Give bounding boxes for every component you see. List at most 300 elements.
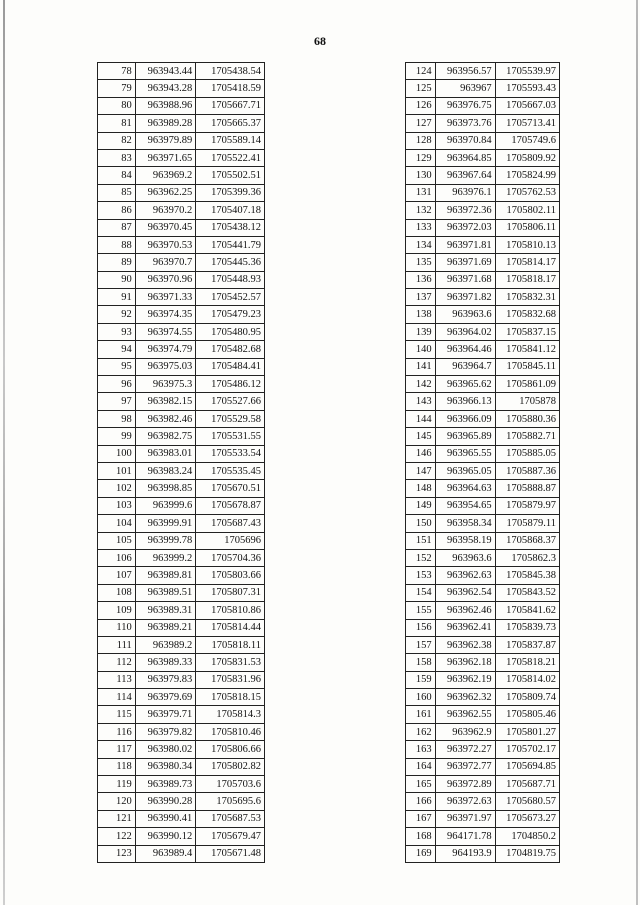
point-number-cell: 169 (406, 845, 436, 862)
y-coordinate-cell: 1705814.3 (196, 706, 265, 723)
x-coordinate-cell: 963989.73 (135, 776, 196, 793)
y-coordinate-cell: 1705818.15 (196, 689, 265, 706)
x-coordinate-cell: 963963.6 (435, 306, 495, 323)
x-coordinate-cell: 963964.85 (435, 149, 495, 166)
x-coordinate-cell: 963943.28 (135, 80, 196, 97)
y-coordinate-cell: 1705843.52 (495, 584, 559, 601)
y-coordinate-cell: 1705678.87 (196, 497, 265, 514)
x-coordinate-cell: 963979.71 (135, 706, 196, 723)
x-coordinate-cell: 963971.68 (435, 271, 495, 288)
point-number-cell: 141 (406, 358, 436, 375)
point-number-cell: 146 (406, 445, 436, 462)
point-number-cell: 109 (98, 602, 136, 619)
table-row (98, 219, 265, 236)
y-coordinate-cell: 1705809.74 (495, 689, 559, 706)
y-coordinate-cell: 1705806.11 (495, 219, 559, 236)
x-coordinate-cell: 963964.02 (435, 323, 495, 340)
table-row (406, 532, 560, 549)
table-row (98, 567, 265, 584)
table-row (406, 219, 560, 236)
point-number-cell: 118 (98, 758, 136, 775)
x-coordinate-cell: 963962.32 (435, 689, 495, 706)
point-number-cell: 163 (406, 741, 436, 758)
x-coordinate-cell: 963980.34 (135, 758, 196, 775)
table-row (406, 776, 560, 793)
table-row (406, 341, 560, 358)
y-coordinate-cell: 1705687.53 (196, 810, 265, 827)
y-coordinate-cell: 1705879.97 (495, 497, 559, 514)
point-number-cell: 156 (406, 619, 436, 636)
x-coordinate-cell: 963990.12 (135, 828, 196, 845)
table-row (406, 63, 560, 80)
table-row (406, 410, 560, 427)
point-number-cell: 83 (98, 149, 136, 166)
table-row (98, 149, 265, 166)
point-number-cell: 110 (98, 619, 136, 636)
table-row (406, 723, 560, 740)
table-row (406, 793, 560, 810)
point-number-cell: 104 (98, 515, 136, 532)
y-coordinate-cell: 1705845.38 (495, 567, 559, 584)
y-coordinate-cell: 1705832.31 (495, 289, 559, 306)
point-number-cell: 142 (406, 376, 436, 393)
table-row (406, 254, 560, 271)
y-coordinate-cell: 1705502.51 (196, 167, 265, 184)
point-number-cell: 95 (98, 358, 136, 375)
x-coordinate-cell: 963970.7 (135, 254, 196, 271)
table-row (406, 584, 560, 601)
y-coordinate-cell: 1705695.6 (196, 793, 265, 810)
x-coordinate-cell: 963962.63 (435, 567, 495, 584)
point-number-cell: 151 (406, 532, 436, 549)
x-coordinate-cell: 963976.1 (435, 184, 495, 201)
y-coordinate-cell: 1705837.87 (495, 636, 559, 653)
table-row (98, 167, 265, 184)
table-row (98, 741, 265, 758)
point-number-cell: 159 (406, 671, 436, 688)
x-coordinate-cell: 963965.55 (435, 445, 495, 462)
y-coordinate-cell: 1705687.71 (495, 776, 559, 793)
table-row (406, 376, 560, 393)
table-row (98, 115, 265, 132)
table-row (98, 445, 265, 462)
y-coordinate-cell: 1705486.12 (196, 376, 265, 393)
point-number-cell: 126 (406, 97, 436, 114)
table-row (98, 80, 265, 97)
point-number-cell: 98 (98, 410, 136, 427)
x-coordinate-cell: 963989.51 (135, 584, 196, 601)
table-row (406, 97, 560, 114)
point-number-cell: 122 (98, 828, 136, 845)
y-coordinate-cell: 1705535.45 (196, 462, 265, 479)
y-coordinate-cell: 1705671.48 (196, 845, 265, 862)
point-number-cell: 116 (98, 723, 136, 740)
y-coordinate-cell: 1705593.43 (495, 80, 559, 97)
y-coordinate-cell: 1705673.27 (495, 810, 559, 827)
x-coordinate-cell: 963971.82 (435, 289, 495, 306)
point-number-cell: 135 (406, 254, 436, 271)
point-number-cell: 130 (406, 167, 436, 184)
point-number-cell: 87 (98, 219, 136, 236)
table-row (406, 132, 560, 149)
point-number-cell: 84 (98, 167, 136, 184)
table-row (98, 549, 265, 566)
point-number-cell: 125 (406, 80, 436, 97)
table-row (406, 549, 560, 566)
point-number-cell: 150 (406, 515, 436, 532)
x-coordinate-cell: 963974.55 (135, 323, 196, 340)
y-coordinate-cell: 1705882.71 (495, 428, 559, 445)
y-coordinate-cell: 1705407.18 (196, 202, 265, 219)
table-row (98, 480, 265, 497)
table-row (98, 828, 265, 845)
x-coordinate-cell: 963970.2 (135, 202, 196, 219)
table-row (98, 793, 265, 810)
table-row (406, 845, 560, 862)
table-row (98, 654, 265, 671)
point-number-cell: 134 (406, 236, 436, 253)
y-coordinate-cell: 1705694.85 (495, 758, 559, 775)
x-coordinate-cell: 963973.76 (435, 115, 495, 132)
x-coordinate-cell: 963982.46 (135, 410, 196, 427)
point-number-cell: 112 (98, 654, 136, 671)
point-number-cell: 139 (406, 323, 436, 340)
point-number-cell: 154 (406, 584, 436, 601)
table-row (98, 271, 265, 288)
x-coordinate-cell: 963979.89 (135, 132, 196, 149)
table-row (98, 393, 265, 410)
x-coordinate-cell: 963979.83 (135, 671, 196, 688)
point-number-cell: 149 (406, 497, 436, 514)
x-coordinate-cell: 963974.79 (135, 341, 196, 358)
y-coordinate-cell: 1705801.27 (495, 723, 559, 740)
point-number-cell: 121 (98, 810, 136, 827)
point-number-cell: 132 (406, 202, 436, 219)
point-number-cell: 155 (406, 602, 436, 619)
x-coordinate-cell: 963962.9 (435, 723, 495, 740)
y-coordinate-cell: 1705589.14 (196, 132, 265, 149)
y-coordinate-cell: 1705810.46 (196, 723, 265, 740)
point-number-cell: 89 (98, 254, 136, 271)
x-coordinate-cell: 963967 (435, 80, 495, 97)
table-row (406, 271, 560, 288)
table-row (406, 654, 560, 671)
point-number-cell: 99 (98, 428, 136, 445)
y-coordinate-cell: 1705665.37 (196, 115, 265, 132)
y-coordinate-cell: 1705448.93 (196, 271, 265, 288)
y-coordinate-cell: 1705527.66 (196, 393, 265, 410)
table-row (98, 97, 265, 114)
y-coordinate-cell: 1705845.11 (495, 358, 559, 375)
y-coordinate-cell: 1705533.54 (196, 445, 265, 462)
point-number-cell: 143 (406, 393, 436, 410)
point-number-cell: 165 (406, 776, 436, 793)
coordinates-table-right (405, 62, 560, 863)
x-coordinate-cell: 963962.54 (435, 584, 495, 601)
table-row (98, 636, 265, 653)
table-row (98, 132, 265, 149)
table-row (406, 567, 560, 584)
x-coordinate-cell: 963970.84 (435, 132, 495, 149)
y-coordinate-cell: 1705749.6 (495, 132, 559, 149)
x-coordinate-cell: 963979.69 (135, 689, 196, 706)
y-coordinate-cell: 1705522.41 (196, 149, 265, 166)
table-row (406, 236, 560, 253)
x-coordinate-cell: 963964.46 (435, 341, 495, 358)
x-coordinate-cell: 963958.34 (435, 515, 495, 532)
y-coordinate-cell: 1705529.58 (196, 410, 265, 427)
y-coordinate-cell: 1705841.12 (495, 341, 559, 358)
x-coordinate-cell: 963962.38 (435, 636, 495, 653)
point-number-cell: 124 (406, 63, 436, 80)
y-coordinate-cell: 1705878 (495, 393, 559, 410)
table-row (406, 636, 560, 653)
table-row (98, 341, 265, 358)
point-number-cell: 157 (406, 636, 436, 653)
table-row (406, 515, 560, 532)
point-number-cell: 78 (98, 63, 136, 80)
y-coordinate-cell: 1705831.53 (196, 654, 265, 671)
point-number-cell: 128 (406, 132, 436, 149)
y-coordinate-cell: 1705803.66 (196, 567, 265, 584)
table-row (406, 810, 560, 827)
y-coordinate-cell: 1705888.87 (495, 480, 559, 497)
table-row (98, 776, 265, 793)
point-number-cell: 100 (98, 445, 136, 462)
point-number-cell: 148 (406, 480, 436, 497)
x-coordinate-cell: 963965.05 (435, 462, 495, 479)
x-coordinate-cell: 963972.63 (435, 793, 495, 810)
y-coordinate-cell: 1705809.92 (495, 149, 559, 166)
table-row (406, 462, 560, 479)
point-number-cell: 81 (98, 115, 136, 132)
point-number-cell: 152 (406, 549, 436, 566)
x-coordinate-cell: 963963.6 (435, 549, 495, 566)
y-coordinate-cell: 1705810.13 (495, 236, 559, 253)
x-coordinate-cell: 963999.2 (135, 549, 196, 566)
x-coordinate-cell: 963971.65 (135, 149, 196, 166)
table-row (98, 254, 265, 271)
x-coordinate-cell: 963972.89 (435, 776, 495, 793)
x-coordinate-cell: 963962.55 (435, 706, 495, 723)
y-coordinate-cell: 1705841.62 (495, 602, 559, 619)
y-coordinate-cell: 1705687.43 (196, 515, 265, 532)
y-coordinate-cell: 1705531.55 (196, 428, 265, 445)
x-coordinate-cell: 963999.78 (135, 532, 196, 549)
point-number-cell: 162 (406, 723, 436, 740)
table-row (406, 741, 560, 758)
point-number-cell: 168 (406, 828, 436, 845)
y-coordinate-cell: 1705880.36 (495, 410, 559, 427)
y-coordinate-cell: 1705703.6 (196, 776, 265, 793)
point-number-cell: 158 (406, 654, 436, 671)
point-number-cell: 97 (98, 393, 136, 410)
point-number-cell: 153 (406, 567, 436, 584)
y-coordinate-cell: 1705670.51 (196, 480, 265, 497)
point-number-cell: 90 (98, 271, 136, 288)
table-row (406, 115, 560, 132)
x-coordinate-cell: 963964.63 (435, 480, 495, 497)
coordinates-table-left (97, 62, 265, 863)
point-number-cell: 164 (406, 758, 436, 775)
table-row (98, 236, 265, 253)
y-coordinate-cell: 1705832.68 (495, 306, 559, 323)
point-number-cell: 82 (98, 132, 136, 149)
x-coordinate-cell: 963990.41 (135, 810, 196, 827)
x-coordinate-cell: 963954.65 (435, 497, 495, 514)
x-coordinate-cell: 963999.91 (135, 515, 196, 532)
y-coordinate-cell: 1705438.54 (196, 63, 265, 80)
y-coordinate-cell: 1705399.36 (196, 184, 265, 201)
y-coordinate-cell: 1705814.17 (495, 254, 559, 271)
table-row (406, 619, 560, 636)
y-coordinate-cell: 1705479.23 (196, 306, 265, 323)
table-row (98, 323, 265, 340)
x-coordinate-cell: 963971.33 (135, 289, 196, 306)
table-row (98, 184, 265, 201)
x-coordinate-cell: 963989.2 (135, 636, 196, 653)
x-coordinate-cell: 963988.96 (135, 97, 196, 114)
y-coordinate-cell: 1705831.96 (196, 671, 265, 688)
y-coordinate-cell: 1705837.15 (495, 323, 559, 340)
point-number-cell: 166 (406, 793, 436, 810)
point-number-cell: 92 (98, 306, 136, 323)
x-coordinate-cell: 963976.75 (435, 97, 495, 114)
y-coordinate-cell: 1704819.75 (495, 845, 559, 862)
table-row (98, 410, 265, 427)
point-number-cell: 93 (98, 323, 136, 340)
scan-edge-right (636, 0, 638, 905)
x-coordinate-cell: 963998.85 (135, 480, 196, 497)
table-row (406, 358, 560, 375)
x-coordinate-cell: 963972.03 (435, 219, 495, 236)
x-coordinate-cell: 963979.82 (135, 723, 196, 740)
point-number-cell: 160 (406, 689, 436, 706)
x-coordinate-cell: 963989.33 (135, 654, 196, 671)
y-coordinate-cell: 1705667.71 (196, 97, 265, 114)
point-number-cell: 167 (406, 810, 436, 827)
table-row (98, 619, 265, 636)
table-row (406, 689, 560, 706)
table-row (406, 602, 560, 619)
x-coordinate-cell: 963983.24 (135, 462, 196, 479)
point-number-cell: 119 (98, 776, 136, 793)
y-coordinate-cell: 1705418.59 (196, 80, 265, 97)
point-number-cell: 80 (98, 97, 136, 114)
x-coordinate-cell: 963956.57 (435, 63, 495, 80)
y-coordinate-cell: 1705438.12 (196, 219, 265, 236)
table-row (406, 428, 560, 445)
x-coordinate-cell: 963966.13 (435, 393, 495, 410)
table-row (406, 167, 560, 184)
table-row (406, 306, 560, 323)
x-coordinate-cell: 963964.7 (435, 358, 495, 375)
y-coordinate-cell: 1705862.3 (495, 549, 559, 566)
x-coordinate-cell: 963970.53 (135, 236, 196, 253)
point-number-cell: 129 (406, 149, 436, 166)
point-number-cell: 79 (98, 80, 136, 97)
point-number-cell: 96 (98, 376, 136, 393)
y-coordinate-cell: 1705839.73 (495, 619, 559, 636)
table-row (98, 428, 265, 445)
table-row (98, 358, 265, 375)
y-coordinate-cell: 1705679.47 (196, 828, 265, 845)
table-row (406, 202, 560, 219)
x-coordinate-cell: 963971.81 (435, 236, 495, 253)
point-number-cell: 140 (406, 341, 436, 358)
x-coordinate-cell: 963989.31 (135, 602, 196, 619)
x-coordinate-cell: 964171.78 (435, 828, 495, 845)
table-row (98, 810, 265, 827)
y-coordinate-cell: 1704850.2 (495, 828, 559, 845)
table-row (98, 532, 265, 549)
y-coordinate-cell: 1705868.37 (495, 532, 559, 549)
y-coordinate-cell: 1705452.57 (196, 289, 265, 306)
point-number-cell: 114 (98, 689, 136, 706)
x-coordinate-cell: 963970.45 (135, 219, 196, 236)
x-coordinate-cell: 963966.09 (435, 410, 495, 427)
y-coordinate-cell: 1705484.41 (196, 358, 265, 375)
point-number-cell: 108 (98, 584, 136, 601)
y-coordinate-cell: 1705814.02 (495, 671, 559, 688)
y-coordinate-cell: 1705802.11 (495, 202, 559, 219)
table-row (406, 80, 560, 97)
y-coordinate-cell: 1705539.97 (495, 63, 559, 80)
point-number-cell: 106 (98, 549, 136, 566)
table-row (98, 497, 265, 514)
y-coordinate-cell: 1705680.57 (495, 793, 559, 810)
y-coordinate-cell: 1705805.46 (495, 706, 559, 723)
table-row (98, 723, 265, 740)
point-number-cell: 102 (98, 480, 136, 497)
x-coordinate-cell: 963980.02 (135, 741, 196, 758)
x-coordinate-cell: 963989.81 (135, 567, 196, 584)
table-row (98, 706, 265, 723)
table-row (98, 306, 265, 323)
point-number-cell: 107 (98, 567, 136, 584)
x-coordinate-cell: 963958.19 (435, 532, 495, 549)
point-number-cell: 131 (406, 184, 436, 201)
x-coordinate-cell: 963962.25 (135, 184, 196, 201)
y-coordinate-cell: 1705441.79 (196, 236, 265, 253)
table-row (406, 149, 560, 166)
x-coordinate-cell: 963999.6 (135, 497, 196, 514)
table-row (406, 706, 560, 723)
table-row (98, 671, 265, 688)
x-coordinate-cell: 963969.2 (135, 167, 196, 184)
x-coordinate-cell: 963971.97 (435, 810, 495, 827)
table-row (98, 758, 265, 775)
table-row (98, 515, 265, 532)
y-coordinate-cell: 1705702.17 (495, 741, 559, 758)
y-coordinate-cell: 1705810.86 (196, 602, 265, 619)
table-row (406, 184, 560, 201)
y-coordinate-cell: 1705482.68 (196, 341, 265, 358)
x-coordinate-cell: 963974.35 (135, 306, 196, 323)
point-number-cell: 115 (98, 706, 136, 723)
point-number-cell: 117 (98, 741, 136, 758)
x-coordinate-cell: 963972.36 (435, 202, 495, 219)
y-coordinate-cell: 1705879.11 (495, 515, 559, 532)
y-coordinate-cell: 1705696 (196, 532, 265, 549)
point-number-cell: 138 (406, 306, 436, 323)
point-number-cell: 88 (98, 236, 136, 253)
x-coordinate-cell: 963965.89 (435, 428, 495, 445)
y-coordinate-cell: 1705807.31 (196, 584, 265, 601)
table-row (406, 445, 560, 462)
table-row (98, 845, 265, 862)
table-row (406, 671, 560, 688)
